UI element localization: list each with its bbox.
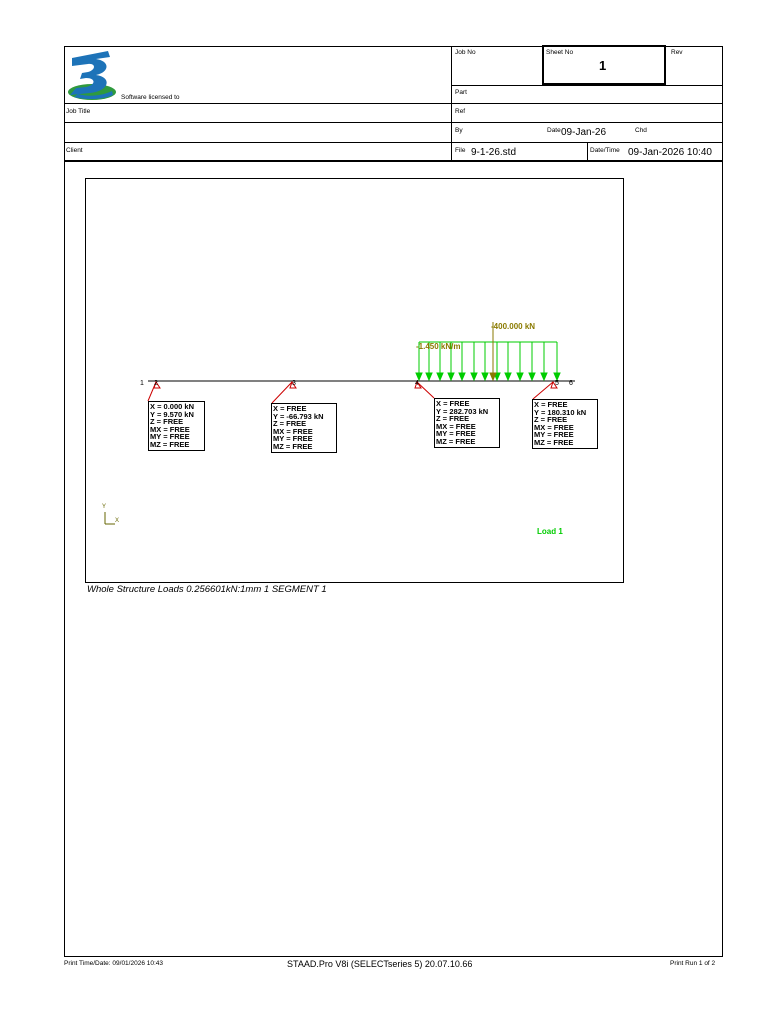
udl-arrowhead-3 bbox=[437, 373, 443, 380]
node-3: 3 bbox=[292, 380, 296, 387]
reaction-line: X = FREE bbox=[273, 404, 307, 413]
chd-label: Chd bbox=[635, 127, 647, 134]
by-label: By bbox=[455, 127, 463, 134]
header-divider bbox=[64, 122, 723, 123]
licensed-to-label: Software licensed to bbox=[121, 94, 180, 101]
leader-4 bbox=[417, 382, 434, 398]
software-version: STAAD.Pro V8i (SELECTseries 5) 20.07.10.66 bbox=[287, 959, 473, 969]
reaction-line: MZ = FREE bbox=[436, 436, 476, 446]
structure-drawing bbox=[85, 178, 624, 583]
udl-arrowhead-1 bbox=[416, 373, 422, 380]
leader-3 bbox=[272, 382, 292, 403]
reaction-line: X = FREE bbox=[534, 400, 568, 409]
header-divider bbox=[64, 103, 723, 104]
udl-arrowhead-9 bbox=[505, 373, 511, 380]
reaction-line: MZ = FREE bbox=[150, 439, 190, 449]
axis-y-label: Y bbox=[102, 504, 107, 510]
job-no-label: Job No bbox=[455, 49, 476, 56]
bentley-logo bbox=[66, 48, 117, 101]
udl-arrowhead-11 bbox=[529, 373, 535, 380]
reaction-line: Z = FREE bbox=[436, 414, 470, 424]
udl-arrowhead-4 bbox=[448, 373, 454, 380]
udl-arrowhead-7 bbox=[482, 373, 488, 380]
file-label: File bbox=[455, 147, 466, 154]
date-label: Date bbox=[547, 127, 561, 134]
reaction-line: MY = FREE bbox=[150, 432, 190, 442]
reaction-line: Z = FREE bbox=[150, 417, 184, 427]
leader-5 bbox=[533, 382, 553, 399]
node-5: 5 bbox=[555, 380, 559, 387]
client-label: Client bbox=[66, 147, 83, 154]
udl-arrowhead-6 bbox=[471, 373, 477, 380]
part-label: Part bbox=[455, 89, 467, 96]
print-time: Print Time/Date: 09/01/2026 10:43 bbox=[64, 960, 164, 967]
datetime-label: Date/Time bbox=[590, 147, 620, 154]
udl-label: -1.450 kN/m bbox=[416, 342, 461, 351]
ref-label: Ref bbox=[455, 108, 466, 115]
reaction-line: MZ = FREE bbox=[534, 437, 574, 447]
file-value: 9-1-26.std bbox=[471, 147, 517, 158]
print-run: Print Run 1 of 2 bbox=[670, 960, 716, 967]
reaction-line: X = FREE bbox=[436, 399, 470, 408]
reaction-line: Y = 282.703 kN bbox=[436, 406, 489, 416]
reaction-box-node-5 bbox=[532, 399, 598, 449]
job-title-label: Job Title bbox=[66, 108, 91, 115]
reaction-box-node-4 bbox=[434, 398, 500, 448]
reaction-line: MX = FREE bbox=[534, 422, 574, 432]
node-2: 2 bbox=[154, 380, 158, 387]
node-6: 6 bbox=[569, 380, 573, 387]
header-bottom-rule bbox=[64, 160, 723, 162]
load-case-label: Load 1 bbox=[537, 527, 563, 536]
udl-arrowhead-10 bbox=[517, 373, 523, 380]
reaction-box-node-2 bbox=[148, 401, 205, 451]
reaction-line: MY = FREE bbox=[273, 434, 313, 444]
udl-arrowhead-5 bbox=[459, 373, 465, 380]
drawing-caption: Whole Structure Loads 0.256601kN:1mm 1 SEGMENT 1 bbox=[87, 584, 327, 595]
reaction-line: MX = FREE bbox=[273, 426, 313, 436]
reaction-line: Y = 180.310 kN bbox=[534, 407, 587, 417]
sheet-no-label: Sheet No bbox=[546, 49, 574, 56]
udl-arrowhead-13 bbox=[554, 373, 560, 380]
reaction-line: MZ = FREE bbox=[273, 441, 313, 451]
rev-label: Rev bbox=[671, 49, 683, 56]
reaction-line: MX = FREE bbox=[150, 424, 190, 434]
reaction-line: Y = -66.793 kN bbox=[273, 411, 324, 421]
reaction-line: Z = FREE bbox=[534, 415, 568, 425]
axis-triad bbox=[105, 512, 115, 524]
axis-x-label: X bbox=[115, 518, 120, 524]
node-1: 1 bbox=[140, 380, 144, 387]
reaction-box-node-3 bbox=[271, 403, 337, 453]
reaction-line: X = 0.000 kN bbox=[150, 402, 194, 411]
reaction-line: MY = FREE bbox=[534, 430, 574, 440]
date-value: 09-Jan-26 bbox=[561, 127, 607, 138]
point-load-label: -400.000 kN bbox=[491, 322, 536, 331]
udl-arrowhead-12 bbox=[541, 373, 547, 380]
structure-svg bbox=[86, 179, 625, 584]
reaction-line: Y = 9.570 kN bbox=[150, 409, 194, 419]
udl-arrowhead-2 bbox=[426, 373, 432, 380]
header-divider bbox=[451, 46, 452, 161]
header-divider bbox=[64, 142, 723, 143]
sheet-no-value: 1 bbox=[599, 58, 607, 73]
reaction-line: MX = FREE bbox=[436, 421, 476, 431]
reaction-line: Z = FREE bbox=[273, 419, 307, 429]
header-divider bbox=[587, 142, 588, 161]
datetime-value: 09-Jan-2026 10:40 bbox=[628, 147, 712, 158]
node-4: 4 bbox=[415, 380, 419, 387]
header-divider bbox=[451, 85, 723, 86]
reaction-line: MY = FREE bbox=[436, 429, 476, 439]
